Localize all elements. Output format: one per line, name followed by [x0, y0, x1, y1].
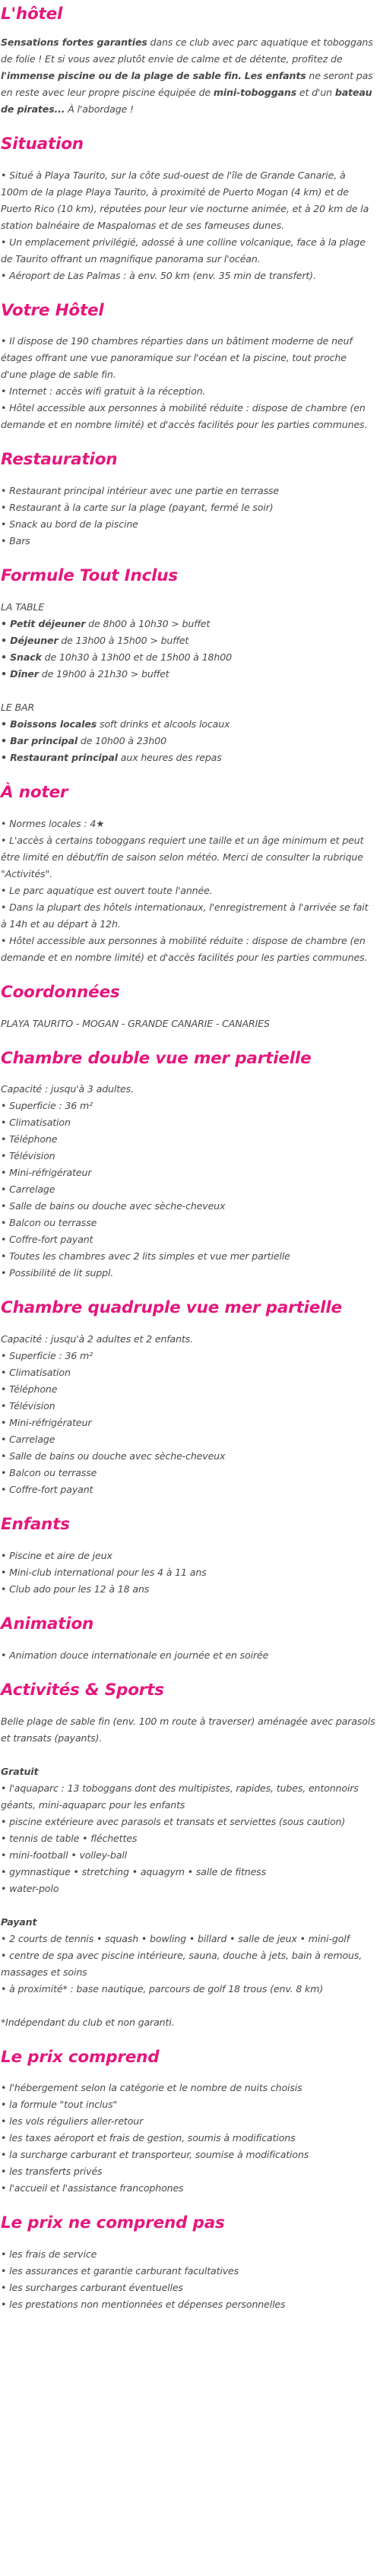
section-situation — [1, 135, 375, 284]
list-item: • Balcon ou terrasse — [1, 1467, 97, 1479]
activites-note: *Indépendant du club et non garanti. — [1, 2016, 175, 2028]
section-title-chambre-double: Chambre double vue mer partielle — [1, 1048, 312, 1068]
list-item: • Salle de bains ou douche avec sèche-cheveux — [1, 1450, 226, 1462]
section-title-chambre-quadruple: Chambre quadruple vue mer partielle — [1, 1298, 342, 1318]
list-item: • Dîner de 19h00 à 21h30 > buffet — [1, 667, 169, 680]
section-coordonnees — [1, 983, 375, 1032]
list-item: • la formule "tout inclus" — [1, 2099, 118, 2111]
list-item: • Carrelage — [1, 1434, 55, 1446]
list-item: • Snack de 10h30 à 13h00 et de 15h00 à 18h00 — [1, 651, 232, 663]
section-title-prix-comprend: Le prix comprend — [1, 2047, 160, 2067]
list-item: • les assurances et garantie carburant facultatives — [1, 2265, 239, 2277]
list-item: • Petit déjeuner de 8h00 à 10h30 > buffet — [1, 617, 211, 629]
section-activites — [1, 1681, 375, 2031]
list-item: • Superficie : 36 m² — [1, 1350, 93, 1362]
list-item: • Salle de bains ou douche avec sèche-cheveux — [1, 1200, 226, 1212]
list-item: • piscine extérieure avec parasols et transats et serviettes (sous caution) — [1, 1815, 346, 1827]
a-noter-parc: • Le parc aquatique est ouvert toute l'année. — [1, 884, 213, 896]
chambre-quadruple-list — [1, 1348, 375, 1498]
section-title-activites: Activités & Sports — [1, 1680, 164, 1700]
section-chambre-quadruple — [1, 1298, 375, 1498]
list-item: • mini-football • volley-ball — [1, 1849, 127, 1861]
chambre-double-capacity: Capacité : jusqu'à 3 adultes. — [1, 1083, 134, 1095]
restauration-list — [1, 483, 375, 550]
list-item: • l'hébergement selon la catégorie et le nombre de nuits choisis — [1, 2082, 302, 2094]
section-a-noter — [1, 783, 375, 966]
list-item: • Télévision — [1, 1400, 55, 1412]
list-item: • Téléphone — [1, 1133, 58, 1145]
section-prix-comprend — [1, 2048, 375, 2197]
hotel-intro: Sensations fortes garanties dans ce club avec parc aquatique et toboggans de folie ! Et si vous avez plutôt envie de calme et de détente, profitez de l'immense piscine ou de la plage de sable fin. Les enfants ne seront pas en reste avec leur propre piscine équipée de mini-toboggans et d'un bateau de pirates... À l'abordage ! — [1, 36, 373, 115]
list-item: • gymnastique • stretching • aquagym • salle de fitness — [1, 1865, 266, 1877]
section-enfants — [1, 1515, 375, 1598]
section-restauration — [1, 450, 375, 550]
section-title-votre-hotel: Votre Hôtel — [1, 300, 104, 320]
votre-hotel-accessibility: • Hôtel accessible aux personnes à mobilité réduite : dispose de chambre (en demande et en nombre limité) et d'accès facilités pour les parties communes. — [1, 402, 368, 431]
list-item: • les frais de service — [1, 2248, 97, 2261]
list-item: • Restaurant principal aux heures des repas — [1, 751, 222, 763]
list-item: • les transferts privés — [1, 2166, 103, 2178]
situation-location: • Situé à Playa Taurito, sur la côte sud-ouest de l'île de Grande Canarie, à 100m de la plage Playa Taurito, à proximité de Puerto Mogan (4 km) et de Puerto Rico (10 km), réputées pour leur vie nocturne animée, et à 20 km de la station balnéaire de Maspalomas et de ses fameuses dunes. — [1, 169, 369, 231]
list-item: • Climatisation — [1, 1117, 71, 1129]
list-item: • les prestations non mentionnées et dépenses personnelles — [1, 2299, 286, 2311]
list-item: • Téléphone — [1, 1383, 58, 1396]
list-item: • Club ado pour les 12 à 18 ans — [1, 1583, 150, 1595]
section-title-formule: Formule Tout Inclus — [1, 566, 178, 586]
list-item: • Bar principal de 10h00 à 23h00 — [1, 734, 166, 746]
list-item: • Boissons locales soft drinks et alcools locaux — [1, 718, 230, 730]
list-item: • Coffre-fort payant — [1, 1234, 93, 1246]
section-title-restauration: Restauration — [1, 450, 118, 470]
section-votre-hotel — [1, 301, 375, 434]
coordonnees-address: PLAYA TAURITO - MOGAN - GRANDE CANARIE - CANARIES — [1, 1017, 270, 1029]
section-chambre-double — [1, 1049, 375, 1282]
list-item: • Bars — [1, 535, 30, 547]
a-noter-normes: • Normes locales : 4★ — [1, 817, 105, 829]
list-item: • tennis de table • fléchettes — [1, 1832, 138, 1844]
formule-bar-label: LE BAR — [1, 701, 35, 713]
list-item: • 2 courts de tennis • squash • bowling • billard • salle de jeux • mini-golf — [1, 1932, 350, 1944]
section-title-a-noter: À noter — [1, 782, 68, 802]
activites-gratuit-label: Gratuit — [1, 1765, 39, 1777]
list-item: • Déjeuner de 13h00 à 15h00 > buffet — [1, 634, 189, 646]
list-item: • Mini-réfrigérateur — [1, 1417, 92, 1429]
list-item: • Possibilité de lit suppl. — [1, 1267, 114, 1279]
list-item: • Mini-club international pour les 4 à 11 ans — [1, 1566, 207, 1578]
a-noter-toboggans: • L'accès à certains toboggans requiert une taille et un âge minimum et peut être limité en début/fin de saison selon météo. Merci de consulter la rubrique "Activités". — [1, 834, 364, 879]
chambre-double-list — [1, 1098, 375, 1282]
list-item: • les taxes aéroport et frais de gestion, soumis à modifications — [1, 2132, 296, 2144]
list-item: • Carrelage — [1, 1183, 55, 1196]
chambre-quadruple-capacity: Capacité : jusqu'à 2 adultes et 2 enfants. — [1, 1333, 194, 1345]
list-item: • centre de spa avec piscine intérieure, sauna, douche à jets, bain à remous, massages et soins — [1, 1949, 363, 1978]
list-item: • les surcharges carburant éventuelles — [1, 2282, 183, 2294]
list-item: • Restaurant principal intérieur avec une partie en terrasse — [1, 485, 279, 497]
section-prix-ne-comprend — [1, 2213, 375, 2313]
formule-table-label: LA TABLE — [1, 600, 45, 613]
a-noter-accessibility: • Hôtel accessible aux personnes à mobilité réduite : dispose de chambre (en demande et en nombre limité) et d'accès facilités pour les parties communes. — [1, 934, 368, 963]
animation-text: • Animation douce internationale en journée et en soirée — [1, 1649, 269, 1661]
list-item: • Piscine et aire de jeux — [1, 1549, 112, 1561]
section-title-situation: Situation — [1, 134, 84, 154]
list-item: • Climatisation — [1, 1367, 71, 1379]
list-item: • Télévision — [1, 1150, 55, 1162]
section-title-prix-ne-comprend: Le prix ne comprend pas — [1, 2213, 225, 2233]
section-animation — [1, 1614, 375, 1664]
list-item: • la surcharge carburant et transporteur, soumise à modifications — [1, 2149, 309, 2161]
list-item: • Balcon ou terrasse — [1, 1217, 97, 1229]
section-formule — [1, 566, 375, 766]
list-item: • Coffre-fort payant — [1, 1484, 93, 1496]
list-item: • Restaurant à la carte sur la plage (payant, fermé le soir) — [1, 502, 274, 514]
situation-panorama: • Un emplacement privilégié, adossé à une colline volcanique, face à la plage de Taurito offrant un magnifique panorama sur l'océan. — [1, 236, 366, 265]
activites-payant-label: Payant — [1, 1915, 37, 1928]
section-title-coordonnees: Coordonnées — [1, 982, 120, 1002]
list-item: • Snack au bord de la piscine — [1, 518, 138, 531]
list-item: • Superficie : 36 m² — [1, 1100, 93, 1112]
list-item: • à proximité* : base nautique, parcours de golf 18 trous (env. 8 km) — [1, 1982, 324, 1995]
section-hotel — [1, 0, 375, 118]
list-item: • water-polo — [1, 1882, 59, 1894]
a-noter-checkin: • Dans la plupart des hôtels internationaux, l'enregistrement à l'arrivée se fait à 14h et au départ à 12h. — [1, 901, 369, 930]
list-item: • Toutes les chambres avec 2 lits simples et vue mer partielle — [1, 1250, 290, 1263]
list-item: • l'aquaparc : 13 toboggans dont des multipistes, rapides, tubes, entonnoirs géants, mini-aquaparc pour les enfants — [1, 1782, 359, 1811]
votre-hotel-rooms: • Il dispose de 190 chambres réparties dans un bâtiment moderne de neuf étages offrant une vue panoramique sur l'océan et la piscine, tout proche d'une plage de sable fin. — [1, 335, 353, 381]
votre-hotel-internet: • Internet : accès wifi gratuit à la réception. — [1, 385, 206, 398]
list-item: • l'accueil et l'assistance francophones — [1, 2182, 184, 2194]
section-title-hotel: L'hôtel — [1, 5, 63, 24]
activites-intro: Belle plage de sable fin (env. 100 m route à traverser) aménagée avec parasols et transats (payants). — [1, 1715, 375, 1744]
situation-airport: • Aéroport de Las Palmas : à env. 50 km (env. 35 min de transfert). — [1, 269, 316, 281]
section-title-enfants: Enfants — [1, 1515, 70, 1535]
list-item: • les vols réguliers aller-retour — [1, 2115, 144, 2128]
list-item: • Mini-réfrigérateur — [1, 1167, 92, 1179]
section-title-animation: Animation — [1, 1614, 94, 1633]
